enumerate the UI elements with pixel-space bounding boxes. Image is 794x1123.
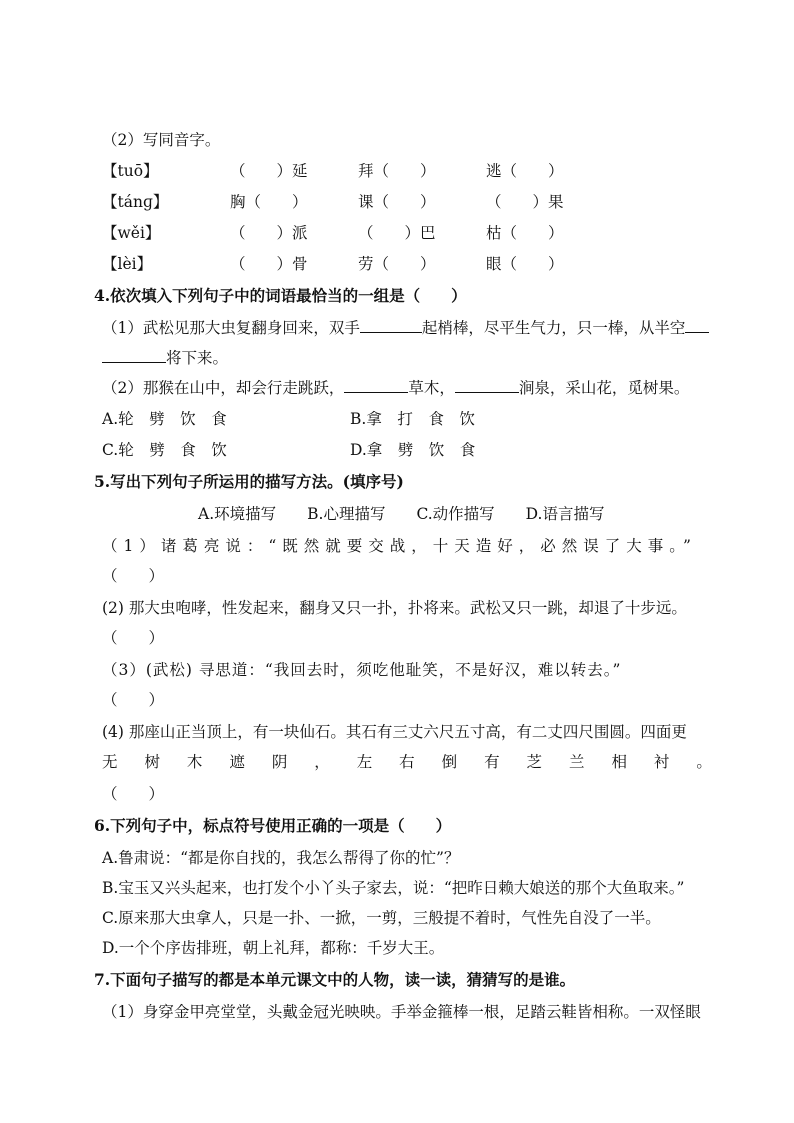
question-4-sentence-2: （2）那猴在山中，却会行走跳跃， 草木， 涧泉，采山花，觅树果。 bbox=[102, 379, 690, 397]
sentence-char: 无 bbox=[102, 753, 118, 771]
sentence-char: 阴 bbox=[271, 753, 288, 771]
answer-blank[interactable]: （ ） bbox=[102, 567, 165, 585]
sentence-char: 左 bbox=[356, 753, 373, 771]
sentence-char: 兰 bbox=[568, 753, 585, 771]
answer-blank[interactable]: （ ） bbox=[102, 629, 165, 647]
question-5-sentence-4: (4) 那座山正当顶上，有一块仙石。其石有三丈六尺五寸高，有二丈四尺围圆。四面更 bbox=[102, 723, 687, 741]
answer-blank[interactable]: （ ）果 bbox=[486, 193, 564, 211]
method-options: A.环境描写 B.心理描写 C.动作描写 D.语言描写 bbox=[198, 505, 605, 523]
fill-blank[interactable] bbox=[685, 318, 709, 333]
answer-blank[interactable]: （ ）延 bbox=[230, 162, 308, 180]
option-a[interactable]: A.鲁肃说：“都是你自找的，我怎么帮得了你的忙”？ bbox=[102, 849, 460, 867]
answer-blank[interactable]: （ ） bbox=[102, 691, 165, 709]
answer-blank[interactable]: 逃（ ） bbox=[486, 162, 564, 180]
sentence-char: ， bbox=[314, 753, 330, 771]
question-7-title: 7.下面句子描写的都是本单元课文中的人物，读一读，猜猜写的是谁。 bbox=[94, 970, 576, 989]
option-c[interactable]: C.轮 劈 食 饮 bbox=[102, 441, 227, 459]
sentence-char: 衬 bbox=[653, 753, 670, 771]
fill-blank[interactable] bbox=[360, 318, 422, 333]
question-5-sentence-2: (2) 那大虫咆哮，性发起来，翻身又只一扑，扑将来。武松又只一跳，却退了十步远。 bbox=[102, 599, 687, 617]
sentence-char: 木 bbox=[186, 753, 203, 771]
pinyin-label: 【tánɡ】 bbox=[102, 193, 169, 211]
answer-blank[interactable]: （ ）骨 bbox=[230, 255, 308, 273]
fill-blank[interactable] bbox=[344, 378, 408, 393]
option-b[interactable]: B.宝玉又兴头起来，也打发个小丫头子家去，说：“把昨日赖大娘送的那个大鱼取来。” bbox=[102, 879, 685, 897]
option-d[interactable]: D.一个个序齿排班，朝上礼拜，都称：千岁大王。 bbox=[102, 939, 445, 957]
option-a[interactable]: A.轮 劈 饮 食 bbox=[102, 410, 227, 428]
answer-blank[interactable]: 拜（ ） bbox=[358, 162, 436, 180]
answer-blank[interactable]: （ ） bbox=[102, 785, 165, 803]
question-5-title: 5.写出下列句子所运用的描写方法。(填序号) bbox=[94, 472, 404, 491]
sentence-char: 倒 bbox=[441, 753, 458, 771]
answer-blank[interactable]: （ ）巴 bbox=[358, 224, 436, 242]
answer-blank[interactable]: 课（ ） bbox=[358, 193, 436, 211]
sentence-char: 树 bbox=[144, 753, 160, 771]
sentence-char: 有 bbox=[484, 753, 500, 771]
answer-blank[interactable]: 胸（ ） bbox=[230, 193, 308, 211]
fill-blank[interactable] bbox=[102, 348, 166, 363]
question-4-sentence-1-cont: 将下来。 bbox=[102, 348, 228, 368]
pinyin-label: 【tuō】 bbox=[102, 162, 159, 180]
sentence-char: 相 bbox=[611, 753, 627, 771]
sentence-char: 右 bbox=[399, 753, 415, 771]
sentence-char: 遮 bbox=[229, 753, 245, 771]
option-d[interactable]: D.拿 劈 饮 食 bbox=[350, 441, 476, 459]
sentence-char: 芝 bbox=[526, 753, 543, 771]
sentence-char: 。 bbox=[696, 753, 712, 771]
answer-blank[interactable]: （ ）派 bbox=[230, 224, 308, 242]
question-4-title: 4.依次填入下列句子中的词语最恰当的一组是（ ） bbox=[94, 286, 467, 305]
answer-blank[interactable]: 劳（ ） bbox=[358, 255, 436, 273]
question-4-sentence-1: （1）武松见那大虫复翻身回来，双手 起梢棒，尽平生气力，只一棒，从半空 bbox=[102, 318, 709, 338]
answer-blank[interactable]: 眼（ ） bbox=[486, 255, 564, 273]
pinyin-label: 【wěi】 bbox=[102, 224, 161, 242]
pinyin-label: 【lèi】 bbox=[102, 255, 153, 273]
fill-blank[interactable] bbox=[455, 378, 519, 393]
question-6-title: 6.下列句子中，标点符号使用正确的一项是（ ） bbox=[94, 816, 452, 835]
question-5-sentence-1: （1）诸葛亮说：“既然就要交战，十天造好，必然误了大事。” bbox=[102, 537, 697, 555]
question-7-sentence-1: （1）身穿金甲亮堂堂，头戴金冠光映映。手举金箍棒一根，足踏云鞋皆相称。一双怪眼 bbox=[102, 1003, 701, 1021]
option-b[interactable]: B.拿 打 食 饮 bbox=[350, 410, 475, 428]
question-5-sentence-3: （3）(武松) 寻思道：“我回去时，须吃他耻笑，不是好汉，难以转去。” bbox=[102, 661, 622, 679]
answer-blank[interactable]: 枯（ ） bbox=[486, 224, 564, 242]
option-c[interactable]: C.原来那大虫拿人，只是一扑、一掀，一剪，三般提不着时，气性先自没了一半。 bbox=[102, 909, 661, 927]
question-5-sentence-4-cont bbox=[102, 752, 712, 772]
section-heading: （2）写同音字。 bbox=[102, 131, 221, 149]
